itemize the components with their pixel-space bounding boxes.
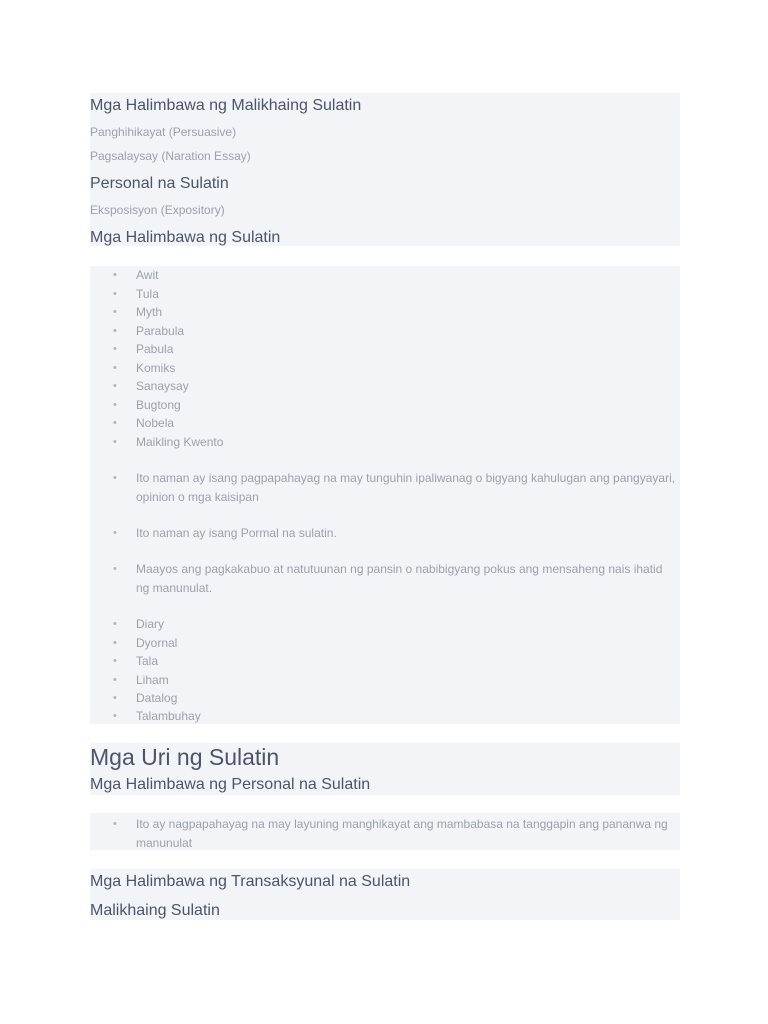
heading-personal-sulatin: Personal na Sulatin (90, 175, 229, 192)
list-item: • Ito ay nagpapahayag na may layuning manghikayat ang mambabasa na tanggapin ang pananwa ng manunulat (136, 815, 676, 852)
list-item: • Dyornal (136, 634, 676, 653)
heading-malikhaing-examples: Mga Halimbawa ng Malikhaing Sulatin (90, 97, 362, 114)
list-item: • Tula (136, 285, 676, 304)
list-item: • Myth (136, 303, 676, 322)
list-item: • Diary (136, 615, 676, 634)
list-item: • Komiks (136, 359, 676, 378)
list-item: • Tala (136, 652, 676, 671)
list-item: • Parabula (136, 322, 676, 341)
section-block-1 (90, 93, 680, 246)
text-persuasive: Panghihikayat (Persuasive) (90, 125, 237, 139)
list-item: • Sanaysay (136, 377, 676, 396)
heading-sulatin-examples: Mga Halimbawa ng Sulatin (90, 229, 281, 246)
list-item: • Maayos ang pagkakabuo at natutuunan ng pansin o nabibigyang pokus ang mensaheng nais ihatid ng manunulat. (136, 560, 676, 597)
list-item: • Ito naman ay isang Pormal na sulatin. (136, 524, 676, 543)
list-item: • Awit (136, 266, 676, 285)
heading-transaksyunal-examples: Mga Halimbawa ng Transaksyunal na Sulatin (90, 873, 411, 890)
section-block-5 (90, 869, 680, 920)
heading-malikhaing-sulatin: Malikhaing Sulatin (90, 902, 220, 919)
section-block-2 (90, 266, 680, 724)
list-item: • Maikling Kwento (136, 433, 676, 452)
text-expository: Eksposisyon (Expository) (90, 203, 225, 217)
list-item: • Datalog (136, 689, 676, 708)
list-item: • Liham (136, 671, 676, 690)
heading-personal-examples: Mga Halimbawa ng Personal na Sulatin (90, 776, 371, 793)
list-item: • Nobela (136, 414, 676, 433)
section-block-4 (90, 813, 680, 850)
text-narration: Pagsalaysay (Naration Essay) (90, 149, 251, 163)
page-title: Mga Uri ng Sulatin (90, 744, 280, 770)
list-item: • Talambuhay (136, 707, 676, 726)
section-block-3 (90, 743, 680, 795)
list-item: • Bugtong (136, 396, 676, 415)
list-item: • Ito naman ay isang pagpapahayag na may tunguhin ipaliwanag o bigyang kahulugan ang pangyayari, opinion o mga kaisipan (136, 469, 676, 506)
list-item: • Pabula (136, 340, 676, 359)
